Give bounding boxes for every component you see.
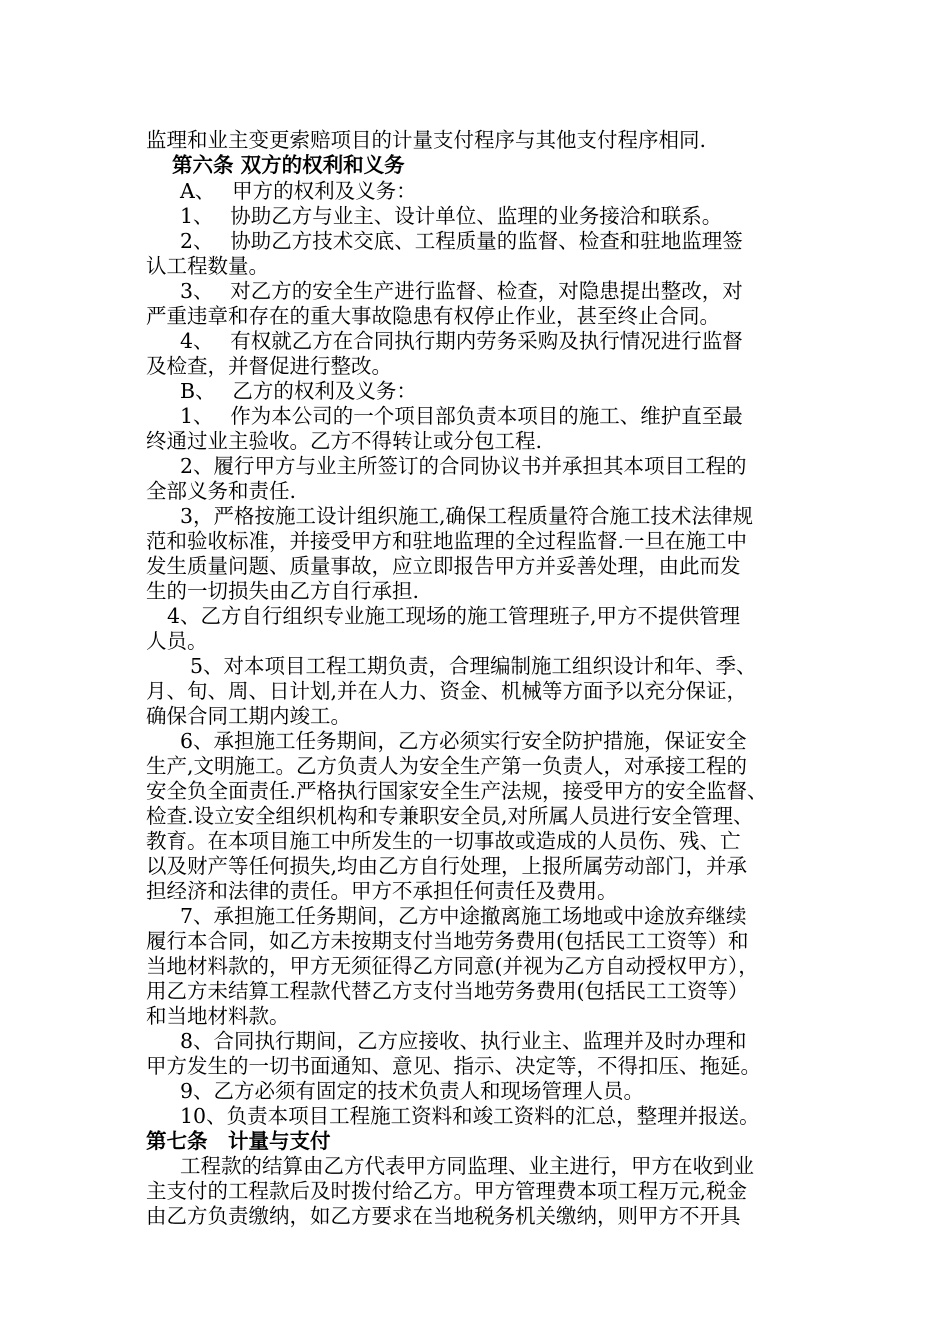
text-line: 1、 作为本公司的一个项目部负责本项目的施工、维护直至最 — [180, 404, 743, 428]
text-line: A、 甲方的权利及义务： — [180, 179, 417, 203]
text-line: 主支付的工程款后及时拨付给乙方。甲方管理费本项工程万元,税金 — [146, 1179, 748, 1203]
text-line: 2、履行甲方与业主所签订的合同协议书并承担其本项目工程的 — [180, 454, 747, 478]
text-line: 3，严格按施工设计组织施工,确保工程质量符合施工技术法律规 — [180, 504, 754, 528]
text-line: 范和验收标准，并接受甲方和驻地监理的全过程监督.一旦在施工中 — [146, 529, 748, 553]
text-line: 7、承担施工任务期间，乙方中途撤离施工场地或中途放弃继续 — [180, 904, 747, 928]
text-line: 10、负责本项目工程施工资料和竣工资料的汇总，整理并报送。 — [180, 1104, 760, 1128]
text-line: 月、旬、周、日计划,并在人力、资金、机械等方面予以充分保证， — [146, 679, 748, 703]
text-line: 生的一切损失由乙方自行承担. — [146, 579, 420, 603]
text-line: 甲方发生的一切书面通知、意见、指示、决定等，不得扣压、拖延。 — [146, 1054, 761, 1078]
text-line: 安全负全面责任.严格执行国家安全生产法规，接受甲方的安全监督、 — [146, 779, 768, 803]
text-line: 2、 协助乙方技术交底、工程质量的监督、检查和驻地监理签 — [180, 229, 743, 253]
text-line: 终通过业主验收。乙方不得转让或分包工程. — [146, 429, 543, 453]
text-line: 人员。 — [146, 629, 208, 653]
text-line: 监理和业主变更索赔项目的计量支付程序与其他支付程序相同. — [146, 128, 707, 152]
text-line: 检查.设立安全组织机构和专兼职安全员,对所属人员进行安全管理、 — [146, 804, 754, 828]
text-line: 6、承担施工任务期间，乙方必须实行安全防护措施，保证安全 — [180, 729, 747, 753]
text-line: 9、乙方必须有固定的技术负责人和现场管理人员。 — [180, 1079, 645, 1103]
text-line: 3、 对乙方的安全生产进行监督、检查，对隐患提出整改，对 — [180, 279, 743, 303]
text-line: 严重违章和存在的重大事故隐患有权停止作业，甚至终止合同。 — [146, 304, 720, 328]
text-line: 当地材料款的，甲方无须征得乙方同意(并视为乙方自动授权甲方）， — [146, 954, 759, 978]
text-line: 工程款的结算由乙方代表甲方同监理、业主进行，甲方在收到业 — [180, 1154, 754, 1178]
text-line: 4、乙方自行组织专业施工现场的施工管理班子,甲方不提供管理 — [167, 604, 741, 628]
text-line: 教育。在本项目施工中所发生的一切事故或造成的人员伤、残、亡 — [146, 829, 741, 853]
text-line: 和当地材料款。 — [146, 1004, 290, 1028]
text-line: 5、对本项目工程工期负责，合理编制施工组织设计和年、季、 — [190, 654, 757, 678]
text-line: 履行本合同，如乙方未按期支付当地劳务费用(包括民工工资等）和 — [146, 929, 749, 953]
text-line: 及检查，并督促进行整改。 — [146, 354, 392, 378]
text-line: 以及财产等任何损失,均由乙方自行处理，上报所属劳动部门，并承 — [146, 854, 748, 878]
text-line: 4、 有权就乙方在合同执行期内劳务采购及执行情况进行监督 — [180, 329, 743, 353]
section-heading: 第七条 计量与支付 — [146, 1129, 331, 1153]
text-line: B、 乙方的权利及义务： — [180, 379, 417, 403]
section-heading: 第六条 双方的权利和义务 — [172, 153, 405, 177]
text-line: 确保合同工期内竣工。 — [146, 704, 351, 728]
text-line: 全部义务和责任. — [146, 479, 297, 503]
text-line: 认工程数量。 — [146, 254, 269, 278]
text-line: 生产,文明施工。乙方负责人为安全生产第一负责人，对承接工程的 — [146, 754, 748, 778]
text-line: 1、 协助乙方与业主、设计单位、监理的业务接洽和联系。 — [180, 204, 723, 228]
text-line: 用乙方未结算工程款代替乙方支付当地劳务费用(包括民工工资等） — [146, 979, 749, 1003]
text-line: 发生质量问题、质量事故，应立即报告甲方并妥善处理，由此而发 — [146, 554, 741, 578]
text-line: 8、合同执行期间，乙方应接收、执行业主、监理并及时办理和 — [180, 1029, 747, 1053]
text-line: 由乙方负责缴纳，如乙方要求在当地税务机关缴纳，则甲方不开具 — [146, 1204, 741, 1228]
text-line: 担经济和法律的责任。甲方不承担任何责任及费用。 — [146, 879, 618, 903]
